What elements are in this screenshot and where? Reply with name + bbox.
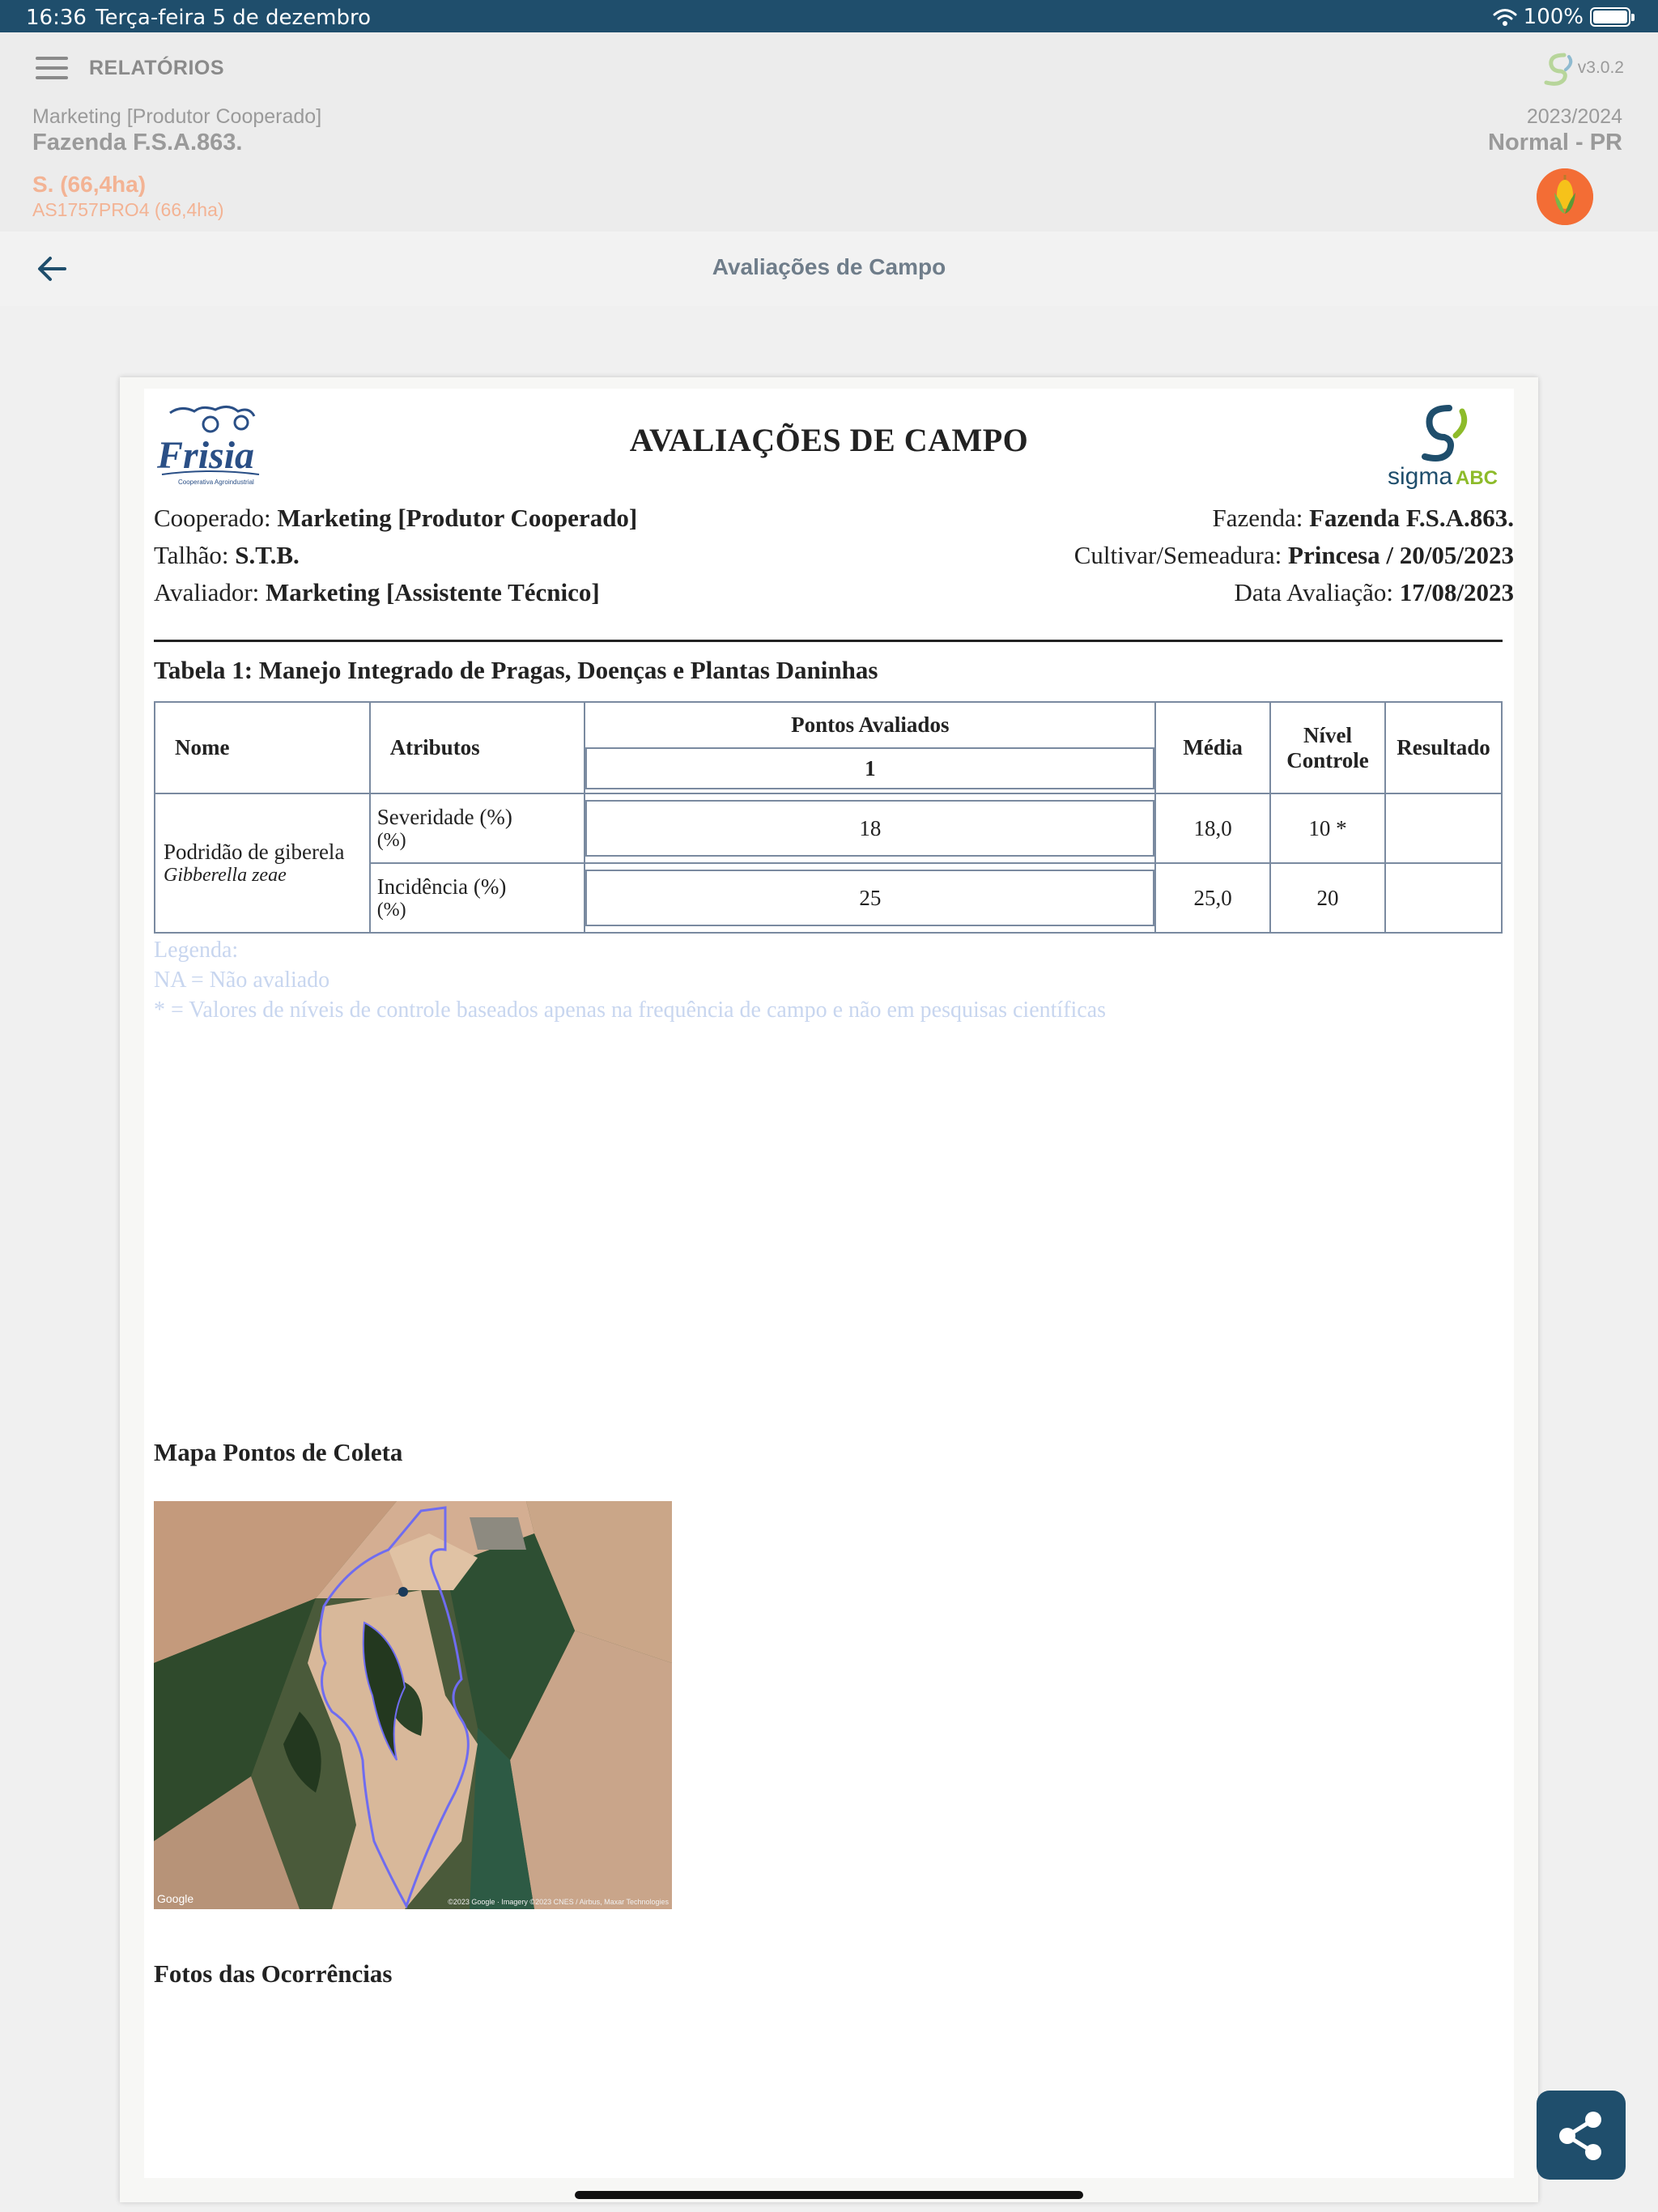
page-title: Avaliações de Campo	[712, 254, 946, 279]
report-document	[144, 389, 1514, 2178]
app-version: v3.0.2	[1577, 58, 1624, 77]
disease-name: Podridão de giberela	[164, 840, 345, 864]
cooperado-line: Cooperado: Marketing [Produtor Cooperado]	[154, 504, 638, 532]
divider	[154, 640, 1503, 642]
ponto-incidencia: 25	[585, 870, 1154, 926]
data-avaliacao-line: Data Avaliação: 17/08/2023	[1234, 578, 1514, 606]
plot-detail: AS1757PRO4 (66,4ha)	[32, 199, 224, 220]
header-ponto-1: 1	[585, 747, 1154, 789]
table-title: Tabela 1: Manejo Integrado de Pragas, Doenças e Plantas Daninhas	[154, 656, 878, 684]
nav-bar	[0, 232, 1658, 306]
fazenda-line: Fazenda: Fazenda F.S.A.863.	[1212, 504, 1514, 532]
wifi-icon	[1493, 7, 1517, 27]
header-media: Média	[1155, 702, 1270, 793]
svg-text:Cooperativa Agroindustrial: Cooperativa Agroindustrial	[178, 479, 254, 486]
menu-icon[interactable]	[36, 57, 68, 79]
header-nome: Nome	[155, 702, 370, 793]
corn-icon[interactable]	[1537, 168, 1593, 225]
ponto-severidade: 18	[585, 800, 1154, 857]
status-bar	[0, 0, 1658, 32]
resultado-incidencia	[1385, 863, 1502, 933]
legend-na: NA = Não avaliado	[154, 968, 330, 993]
status-right	[1493, 5, 1630, 29]
svg-text:sigma: sigma	[1388, 463, 1453, 490]
talhao-line: Talhão: S.T.B.	[154, 541, 300, 569]
nivel-severidade: 10 *	[1270, 793, 1385, 863]
app-header	[0, 32, 1658, 232]
share-button[interactable]	[1537, 2091, 1626, 2180]
svg-text:Frisia: Frisia	[157, 434, 255, 477]
avaliador-value: Marketing [Assistente Técnico]	[266, 578, 600, 606]
cooperado-value: Marketing [Produtor Cooperado]	[277, 504, 638, 532]
avaliador-line: Avaliador: Marketing [Assistente Técnico]	[154, 578, 600, 606]
sigma-logo-icon	[1540, 52, 1577, 87]
season: 2023/2024	[1526, 105, 1622, 128]
farm-name: Fazenda F.S.A.863.	[32, 130, 243, 155]
plot-name[interactable]: S. (66,4ha)	[32, 172, 147, 197]
attr-incidencia: Incidência (%) (%)	[370, 863, 585, 933]
map-google-label: Google	[157, 1892, 194, 1905]
report-title: AVALIAÇÕES DE CAMPO	[629, 422, 1029, 458]
media-incidencia: 25,0	[1155, 863, 1270, 933]
pest-table	[154, 701, 1503, 934]
producer-name: Marketing [Produtor Cooperado]	[32, 105, 322, 128]
resultado-severidade	[1385, 793, 1502, 863]
header-resultado: Resultado	[1385, 702, 1502, 793]
status-time: 16:36	[26, 6, 87, 30]
battery-icon	[1590, 7, 1630, 27]
disease-scientific: Gibberella zeae	[164, 865, 287, 886]
legend-star: * = Valores de níveis de controle baseados apenas na frequência de campo e não em pesquisas científicas	[154, 998, 1107, 1023]
photos-title: Fotos das Ocorrências	[154, 1959, 393, 1988]
svg-text:ABC: ABC	[1456, 467, 1498, 489]
status-date: Terça-feira 5 de dezembro	[96, 6, 372, 30]
share-icon	[1537, 2091, 1626, 2180]
nivel-incidencia: 20	[1270, 863, 1385, 933]
legend-title: Legenda:	[154, 938, 239, 963]
attr-severidade: Severidade (%) (%)	[370, 793, 585, 863]
header-nivel: Nível Controle	[1270, 702, 1385, 793]
header-atributos: Atributos	[370, 702, 585, 793]
section-title: RELATÓRIOS	[89, 57, 225, 79]
disease-cell	[155, 793, 370, 933]
talhao-value: S.T.B.	[235, 541, 300, 569]
battery-percent: 100%	[1523, 5, 1584, 29]
map-credit: ©2023 Google · Imagery ©2023 CNES / Airbus, Maxar Technologies	[448, 1898, 669, 1906]
cultivar-line: Cultivar/Semeadura: Princesa / 20/05/2023	[1073, 541, 1514, 569]
collection-map[interactable]	[154, 1501, 672, 1909]
cultivar-value: Princesa / 20/05/2023	[1288, 541, 1514, 569]
satellite-map-image	[154, 1501, 672, 1909]
data-avaliacao-value: 17/08/2023	[1399, 578, 1514, 606]
media-severidade: 18,0	[1155, 793, 1270, 863]
map-title: Mapa Pontos de Coleta	[154, 1438, 403, 1466]
season-type: Normal - PR	[1488, 130, 1622, 155]
home-indicator[interactable]	[575, 2191, 1083, 2199]
header-pontos: Pontos Avaliados	[585, 702, 1155, 747]
fazenda-value: Fazenda F.S.A.863.	[1309, 504, 1514, 532]
sigma-abc-logo	[1384, 400, 1504, 491]
